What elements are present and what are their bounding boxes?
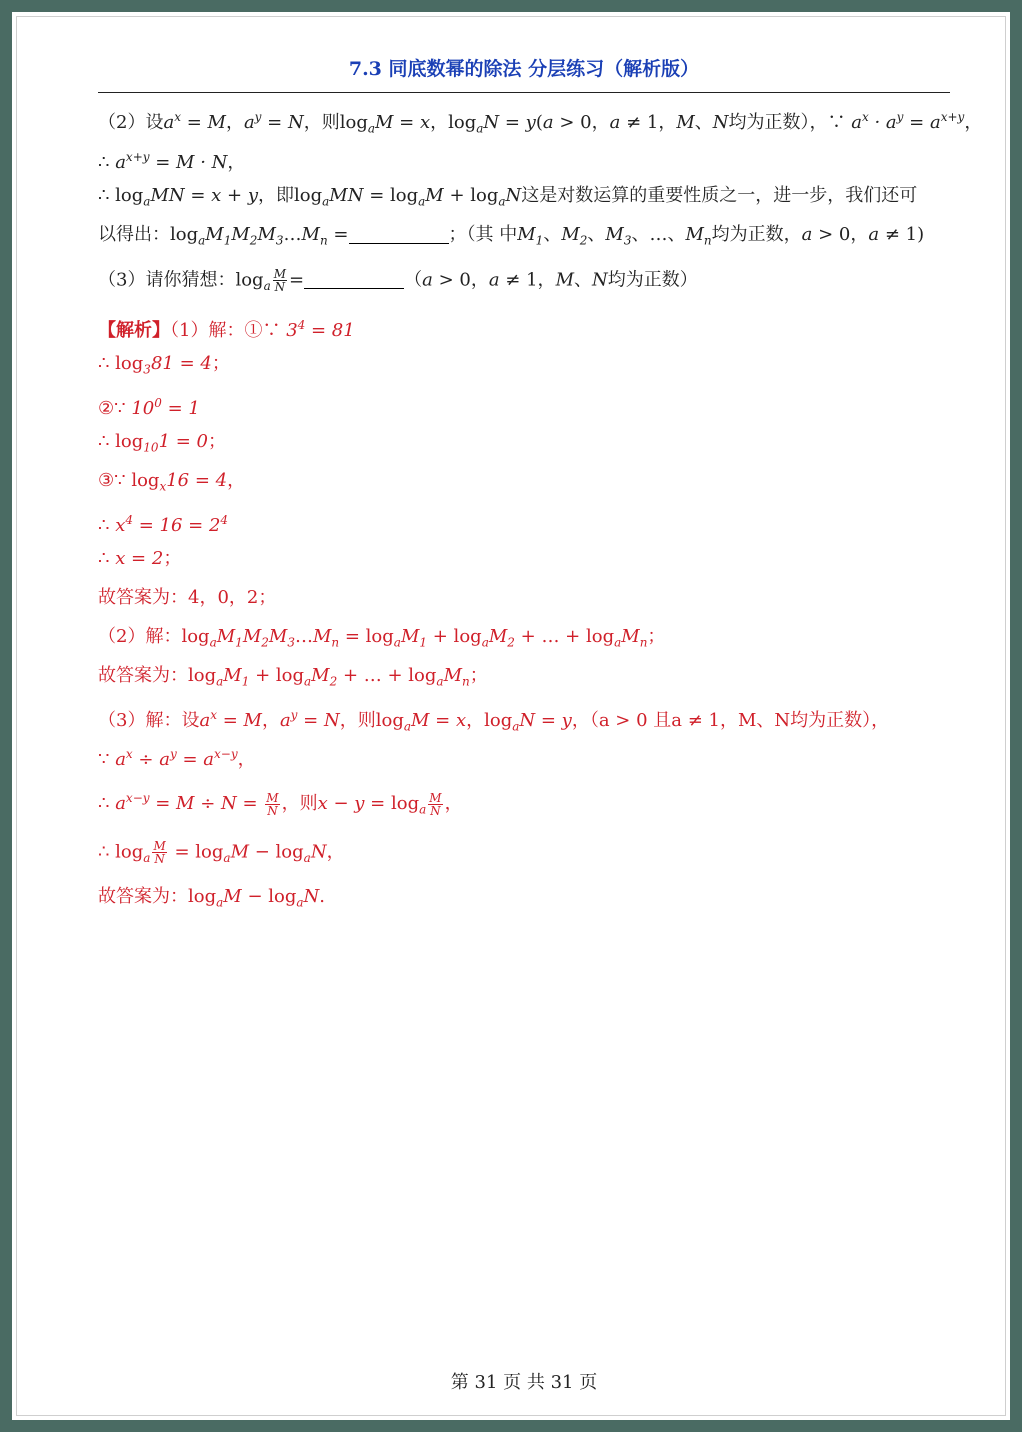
solution-3-line-4: ∴ $\log_a$ $\frac{M}{N}$ = $\log_aM - \log_aN$， xyxy=(98,839,345,866)
solution-3-line-1: （3）解：设$a^x = M$，$a^y = N$，则$\log_aM = x$，$\log_aN = y$，（a > 0 且a ≠ 1，M、N均为正数）， xyxy=(98,708,890,734)
problem-2-line-2: ∴ $a^{x+y} = M \cdot N$， xyxy=(98,150,246,173)
solution-1-line-1: 【解析】（1）解：①∵ $3^4 = 81$ xyxy=(98,318,355,341)
problem-2-line-4: 以得出：$\log_aM_1M_2M_3\dots M_n$ = ；（其 中$M_1$、$M_2$、$M_3$、…、$M_n$均为正数，a > 0，a ≠ 1) xyxy=(98,224,925,248)
solution-1-line-7: ∴ x = 2； xyxy=(98,548,182,569)
solution-1-line-6: ∴ $x^4 = 16 = 2^4$ xyxy=(98,513,229,536)
solution-1-line-3: ②∵ $10^0 = 1$ xyxy=(98,396,200,419)
answer-blank-3[interactable] xyxy=(304,272,404,289)
solution-3-line-3: ∴ $a^{x-y} = M \div N$ = $\frac{M}{N}$ ，则$x - y = \log_a$ $\frac{M}{N}$ ， xyxy=(98,790,463,818)
page-footer: 第 31 页 共 31 页 xyxy=(450,1372,598,1393)
solution-1-line-5: ③∵ $\log_x16 = 4$， xyxy=(98,470,246,494)
solution-2-line: （2）解：$\log_aM_1M_2M_3\dots M_n = \log_aM_1 + \log_aM_2$ + … + $\log_aM_n$； xyxy=(98,626,666,650)
solution-3-line-2: ∵ $a^x \div a^y = a^{x-y}$， xyxy=(98,747,256,770)
answer-2: 故答案为：$\log_aM_1 + \log_aM_2$ + … + $\log_aM_n$； xyxy=(98,665,488,689)
page-frame xyxy=(12,12,1010,1420)
problem-3-line: （3）请你猜想：$\log_a$ $\frac{M}{N}$ = （a > 0，a ≠ 1，M、N均为正数） xyxy=(98,267,698,294)
solution-1-line-4: ∴ $\log_{10}1 = 0$； xyxy=(98,431,227,455)
page-title: 7.3 同底数幂的除法 分层练习（解析版） xyxy=(348,58,700,80)
problem-2-line-3: ∴ $\log_aMN = x + y$，即$\log_aMN = \log_aM + \log_aN$这是对数运算的重要性质之一，进一步，我们还可 xyxy=(98,185,918,209)
header-rule xyxy=(98,92,950,93)
solution-1-line-2: ∴ $\log_381 = 4$； xyxy=(98,353,230,377)
answer-3: 故答案为：$\log_aM - \log_aN$. xyxy=(98,886,326,910)
answer-1: 故答案为：4，0，2； xyxy=(98,587,277,608)
answer-blank-2[interactable] xyxy=(349,227,449,244)
problem-2-line-1: （2）设$a^x = M$，$a^y = N$，则$\log_aM = x$，$\log_aN = y(a > 0$，a ≠ 1，M、N均为正数），∵ $a^x \cdot a^y = a^{x+y}$， xyxy=(98,110,983,136)
